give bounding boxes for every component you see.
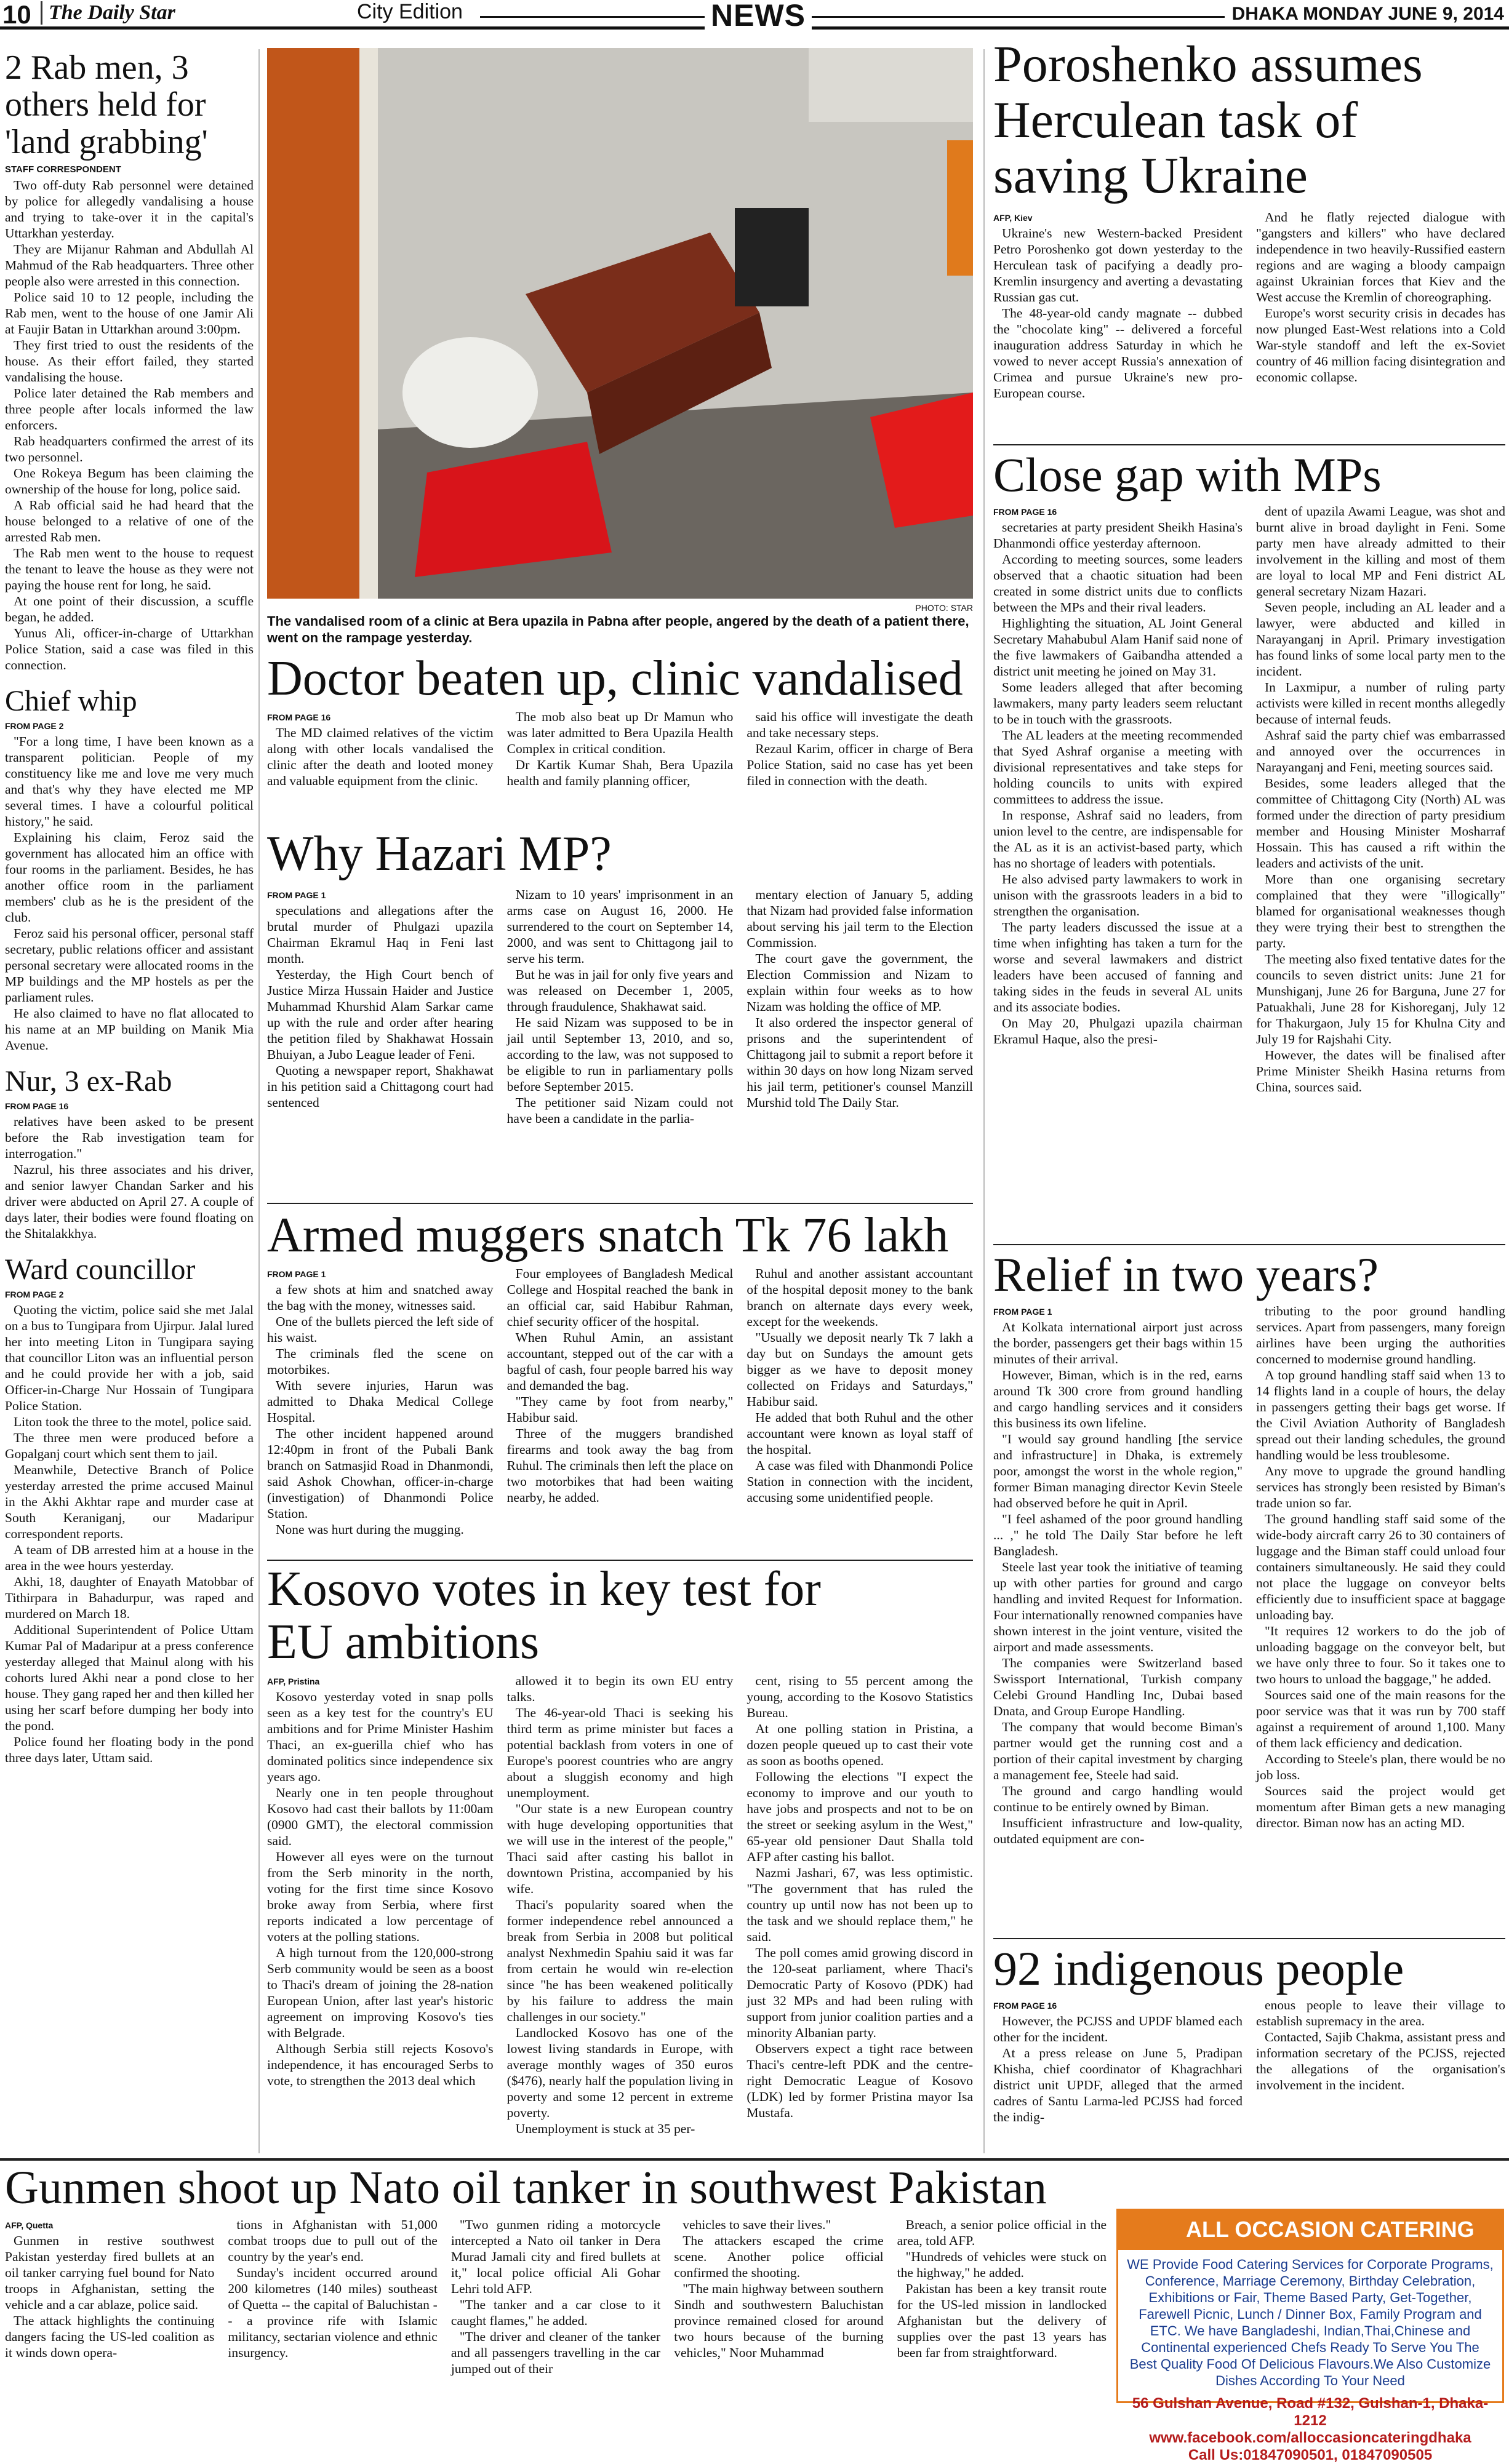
- paragraph: Meanwhile, Detective Branch of Police yesterday arrested the prime accused Mainul in the Akhi Akhtar rape and murder case at South Keraniganj, our Madaripur correspondent reports.: [5, 1462, 254, 1541]
- paragraph: Two off-duty Rab personnel were detained by police for allegedly vandalising a house and trying to take-over it in the capital's Uttarkhan yesterday.: [5, 178, 254, 241]
- gunmen-col4: [674, 2217, 883, 2377]
- gunmen-col3: [451, 2217, 660, 2377]
- paragraph: "Hundreds of vehicles were stuck on the highway," he added.: [897, 2249, 1107, 2281]
- left-column: [5, 49, 254, 2153]
- paragraph: Gunmen in restive southwest Pakistan yesterday fired bullets at an oil tanker carrying fuel bound for Nato troops in Afghanistan, setting the vehicle and a car ablaze, police said.: [5, 2233, 215, 2313]
- paragraph: Police found her floating body in the pond three days later, Uttam said.: [5, 1734, 254, 1765]
- clinic-photo: [267, 48, 973, 599]
- paragraph: They first tried to oust the residents of the house. As their effort failed, they started vandalising the house.: [5, 338, 254, 385]
- paragraph: The meeting also fixed tentative dates for the councils to seven district units: June 21 for Munshiganj, June 26 for Barguna, June 27 for Patuakhali, June 28 for Kishoreganj, July 12 for Thakurgaon, July 15 for Khulna City and July 19 for Rajshahi City.: [1256, 952, 1505, 1047]
- paragraph: "I would say ground handling [the service and infrastructure] in Dhaka, is extremely poor, amongst the worst in the whole region," former Biman managing director Kevin Steele had observed before he quit in April.: [993, 1432, 1243, 1511]
- gunmen-col1: [5, 2233, 214, 2361]
- paragraph: Quoting the victim, police said she met Jalal on a bus to Tungipara from Ujirpur. Jalal lured her into meeting Liton in Tungipara saying that councillor Liton was an influential person and he could provide her with a job, said Officer-in-Charge Nur Hossain of Tungipara Police Station.: [5, 1302, 254, 1413]
- gunmen-story: [5, 2163, 1107, 2406]
- paragraph: Ukraine's new Western-backed President Petro Poroshenko got down yesterday to the Herculean task of pacifying a deadly pro-Kremlin insurgency and averting a devastating Russian gas cut.: [993, 226, 1243, 305]
- clinic-room-image: [267, 48, 973, 599]
- rab-headline: 2 Rab men, 3 others held for 'land grabbing': [5, 49, 208, 161]
- paragraph: A case was filed with Dhanmondi Police Station in connection with the incident, accusing some unidentified people.: [746, 1458, 974, 1505]
- paragraph: One Rokeya Begum has been claiming the ownership of the house for long, police said.: [5, 466, 254, 497]
- paragraph: secretaries at party president Sheikh Hasina's Dhanmondi office yesterday afternoon.: [993, 520, 1243, 551]
- ad-title: ALL OCCASION CATERING: [1118, 2211, 1502, 2250]
- dateline: DHAKA MONDAY JUNE 9, 2014: [1225, 4, 1504, 25]
- paragraph: However, the PCJSS and UPDF blamed each other for the incident.: [993, 2014, 1243, 2045]
- paragraph: Additional Superintendent of Police Uttam Kumar Pal of Madaripur at a press conference yesterday alleged that Mainul along with his cohorts lured Akhi near a pond close to her house. They gang raped her and then killed her using her scarf before dumping her body into the pond.: [5, 1622, 254, 1733]
- paragraph: Sources said one of the main reasons for the poor service was that it was run by 700 staff against a requirement of around 1,100. Many of them lack efficiency and dedication.: [1256, 1688, 1505, 1751]
- doctor-from: FROM PAGE 16: [267, 712, 331, 723]
- paragraph: Quoting a newspaper report, Shakhawat in his petition said a Chittagong court had sentenced: [267, 1063, 494, 1110]
- paragraph: Nazrul, his three associates and his driver, and senior lawyer Chandan Sarker and his driver were abducted on April 27. A couple of days later, their bodies were found floating on the Shitalakkhya.: [5, 1162, 254, 1242]
- paragraph: Four employees of Bangladesh Medical College and Hospital reached the bank in an official car, said Habibur Rahman, chief security officer of the hospital.: [506, 1266, 734, 1330]
- rab-body: [5, 177, 254, 673]
- paragraph: In response, Ashraf said no leaders, from union level to the centre, are indispensable for the AL as it is an activist-based party, which has no shortage of leaders with potentials.: [993, 808, 1243, 871]
- paragraph: Sunday's incident occurred around 200 kilometres (140 miles) southeast of Quetta -- the capital of Baluchistan -- a province rife with Islamic militancy, sectarian violence and ethnic insurgency.: [228, 2265, 438, 2361]
- paragraph: More than one organising secretary complained that they were "illogically" blamed for organisational weaknesses though they were trying their best to strengthen the party.: [1256, 872, 1505, 951]
- paragraph: Ashraf said the party chief was embarrassed and annoyed over the occurrences in Narayanganj and Feni, meeting sources said.: [1256, 728, 1505, 775]
- paragraph: Any move to upgrade the ground handling services has strongly been resisted by Biman's trade union so far.: [1256, 1464, 1505, 1511]
- paragraph: Contacted, Sajib Chakma, assistant press and information secretary of the PCJSS, rejected the allegations of the organisation's involvement in the incident.: [1256, 2030, 1505, 2093]
- paragraph: Explaining his claim, Feroz said the government has allocated him an office with four rooms in the parliament. Besides, he has another office room in the parliament members' club as he is the president of the club.: [5, 830, 254, 925]
- doctor-story: [267, 652, 973, 821]
- paragraph: A team of DB arrested him at a house in the area in the wee hours yesterday.: [5, 1542, 254, 1573]
- relief-col2: [1256, 1303, 1505, 1847]
- poroshenko-col2: [1256, 209, 1505, 401]
- paragraph: Police later detained the Rab members and three people after locals informed the law enforcers.: [5, 386, 254, 433]
- paragraph: Pakistan has been a key transit route for the US-led mission in landlocked Afghanistan but the delivery of supplies over the past 13 years has been far from straightforward.: [897, 2281, 1107, 2361]
- paragraph: Some leaders alleged that after becoming lawmakers, many party leaders seem reluctant to be in touch with the grassroots.: [993, 680, 1243, 727]
- section-divider: [993, 444, 1505, 445]
- catering-ad[interactable]: [1116, 2209, 1504, 2463]
- paragraph: One of the bullets pierced the left side of his waist.: [267, 1314, 494, 1346]
- paragraph: The attackers escaped the crime scene. Another police official confirmed the shooting.: [674, 2233, 884, 2281]
- section-divider: [267, 1560, 973, 1561]
- photo-caption-block: [267, 603, 973, 652]
- paragraph: Nizam to 10 years' imprisonment in an arms case on August 16, 2000. He surrendered to the court on September 14, 2000, and was sent to Chittagong jail to serve his term.: [506, 887, 734, 967]
- muggers-col1: [267, 1282, 494, 1537]
- paragraph: When Ruhul Amin, an assistant accountant, stepped out of the car with a bagful of cash, four people barred his way and demanded the bag.: [506, 1330, 734, 1393]
- photo-credit: PHOTO: STAR: [915, 603, 973, 613]
- mps-col2: [1256, 503, 1505, 1095]
- paragraph: A high turnout from the 120,000-strong Serb community would be seen as a boost to Thaci's dream of joining the 28-nation European Union, after last year's historic agreement on improving Kosovo's ties with Belgrade.: [267, 1945, 494, 2040]
- doctor-col2: [507, 709, 734, 789]
- paragraph: Police said 10 to 12 people, including the Rab men, went to the house of one Jamir Ali at Faujir Batan in Uttarkhan around 3:00pm.: [5, 290, 254, 337]
- paragraph: "They came by foot from nearby," Habibur said.: [506, 1394, 734, 1425]
- paragraph: However, the dates will be finalised after Prime Minister Sheikh Hasina returns from China, sources said.: [1256, 1048, 1505, 1095]
- muggers-from: FROM PAGE 1: [267, 1269, 326, 1280]
- paragraph: However, Biman, which is in the red, earns around Tk 300 crore from ground handling and cargo handling services and it considers this business its own lifeline.: [993, 1368, 1243, 1431]
- hazari-col3: [746, 887, 973, 1126]
- paragraph: But he was in jail for only five years and was released on December 1, 2005, through fraudulence, Shakhawat said.: [506, 967, 734, 1015]
- paragraph: Akhi, 18, daughter of Enayath Matobbar of Tithirpara in Bahadurpur, was raped and murdered on March 18.: [5, 1574, 254, 1621]
- paragraph: The companies were Switzerland based Swissport International, Turkish company Celebi Ground Handling Inc, Dubai based Dnata, and Group Europe Handling.: [993, 1656, 1243, 1719]
- paragraph: mentary election of January 5, adding that Nizam had provided false information about serving his jail term to the Election Commission.: [746, 887, 974, 951]
- paragraph: According to Steele's plan, there would be no job loss.: [1256, 1752, 1505, 1783]
- paragraph: He also advised party lawmakers to work in unison with the grassroots leaders in a bid to strengthen the organisation.: [993, 872, 1243, 919]
- paragraph: At one point of their discussion, a scuffle began, he added.: [5, 594, 254, 625]
- paragraph: Seven people, including an AL leader and a lawyer, were abducted and killed in Narayanganj in April. Primary investigation has found links of some local party men to the incident.: [1256, 600, 1505, 679]
- muggers-col2: [507, 1266, 734, 1537]
- paragraph: Yesterday, the High Court bench of Justice Mirza Hussain Haider and Justice Muhammad Khurshid Alam Sarkar came up with the rule and order after hearing the petition filed by Shakhawat Hossain Bhuiyan, a Jubo League leader of Feni.: [267, 967, 494, 1063]
- paragraph: The company that would become Biman's partner would get the running cost and a portion of their capital investment by charging a management fee, Steele had said.: [993, 1720, 1243, 1783]
- paragraph: Thaci's popularity soared when the former independence rebel announced a break from Serbia in 2008 but political analyst Nexhmedin Spahiu said it was far from certain he would win re-election since "he has been weakened politically by his failure to address the main challenges in our society.": [506, 1897, 734, 2024]
- paragraph: The party leaders discussed the issue at a time when infighting has taken a turn for the worse and several lawmakers and district leaders have been accused of fanning and taking sides in the feuds in several AL units and its associate bodies.: [993, 920, 1243, 1015]
- paragraph: Breach, a senior police official in the area, told AFP.: [897, 2217, 1107, 2249]
- paragraph: On May 20, Phulgazi upazila chairman Ekramul Haque, also the presi-: [993, 1016, 1243, 1047]
- paragraph: The ground and cargo handling would continue to be entirely owned by Biman.: [993, 1784, 1243, 1815]
- nur-body: [5, 1114, 254, 1242]
- ad-address: 56 Gulshan Avenue, Road #132, Gulshan-1, Dhaka-1212: [1132, 2395, 1489, 2429]
- paragraph: enous people to leave their village to establish supremacy in the area.: [1256, 1998, 1505, 2029]
- kosovo-col2: [507, 1673, 734, 2137]
- page-number: 10: [2, 0, 31, 29]
- poroshenko-byline: AFP, Kiev: [993, 213, 1033, 223]
- paragraph: speculations and allegations after the brutal murder of Phulgazi upazila Chairman Ekramul Haq in Feni last month.: [267, 903, 494, 967]
- paragraph: "For a long time, I have been known as a transparent politician. People of my constituency like me and love me very much and that's why they have elected me MP several times. I have a colourful political history," he said.: [5, 734, 254, 829]
- mps-story: [993, 449, 1505, 1243]
- ward-from: FROM PAGE 2: [5, 1289, 64, 1299]
- paragraph: And he flatly rejected dialogue with "gangsters and killers" who have declared independence in two heavily-Russified eastern regions and are waging a bloody campaign against Ukrainian forces that Kiev and the West accuse the Kremlin of choreographing.: [1256, 210, 1505, 305]
- paragraph: Besides, some leaders alleged that the committee of Chittagong City (North) AL was formed under the direction of party presidium member and Housing Minister Mosharraf Hossain. This has caused a rift within the leaders and activists of the unit.: [1256, 776, 1505, 871]
- relief-from: FROM PAGE 1: [993, 1307, 1052, 1317]
- paragraph: "The driver and cleaner of the tanker and all passengers travelling in the car jumped out of their: [450, 2329, 661, 2377]
- section-label: NEWS: [705, 0, 812, 33]
- hazari-headline: Why Hazari MP?: [267, 827, 612, 881]
- indigenous-col2: [1256, 1997, 1505, 2125]
- ad-phone: Call Us:01847090501, 01847090505: [1188, 2447, 1433, 2463]
- paragraph: "I feel ashamed of the poor ground handling ... ," he told The Daily Star before he left Bangladesh.: [993, 1512, 1243, 1559]
- paragraph: "It requires 12 workers to do the job of unloading baggage on the conveyor belt, but we have only three to four. So it takes one to two hours to unload the baggage," he added.: [1256, 1624, 1505, 1687]
- paragraph: Three of the muggers brandished firearms and took away the bag from Ruhul. The criminals then left the place on two motorbikes that had been waiting nearby, he added.: [506, 1426, 734, 1505]
- relief-headline: Relief in two years?: [993, 1248, 1379, 1301]
- gunmen-byline: AFP, Quetta: [5, 2220, 54, 2231]
- section-divider: [0, 2158, 1509, 2161]
- relief-col1: [993, 1319, 1243, 1847]
- paragraph: Highlighting the situation, AL Joint General Secretary Mahabubul Alam Hanif said none of the five lawmakers of Gaibandha attended a district unit meeting he joined on May 31.: [993, 616, 1243, 679]
- kosovo-story: [267, 1563, 973, 2153]
- poroshenko-headline: Poroshenko assumes Herculean task of saving Ukraine: [993, 36, 1423, 205]
- hazari-col2: [507, 887, 734, 1126]
- hazari-story: [267, 827, 973, 1203]
- paragraph: Nearly one in ten people throughout Kosovo had cast their ballots by 11:00am (0900 GMT), the electoral commission said.: [267, 1785, 494, 1848]
- paragraph: At a press release on June 5, Pradipan Khisha, chief coordinator of Khagrachhari district unit UPDF, alleged that the armed cadres of Santu Larma-led PCJSS had forced the indig-: [993, 2046, 1243, 2125]
- photo-caption: The vandalised room of a clinic at Bera upazila in Pabna after people, angered by the death of a patient there, went on the rampage yesterday.: [267, 613, 969, 645]
- paragraph: None was hurt during the mugging.: [276, 1522, 464, 1537]
- rab-byline: STAFF CORRESPONDENT: [5, 164, 121, 175]
- paragraph: Rezaul Karim, officer in charge of Bera Police Station, said no case has yet been filed in connection with the death.: [746, 741, 974, 789]
- paragraph: relatives have been asked to be present before the Rab investigation team for interrogation.": [5, 1114, 254, 1162]
- paragraph: The mob also beat up Dr Mamun who was later admitted to Bera Upazila Health Complex in critical condition.: [506, 709, 734, 757]
- kosovo-byline: AFP, Pristina: [267, 1676, 320, 1686]
- paragraph: The AL leaders at the meeting recommended that Syed Ashraf organise a meeting with divisional representatives and take steps for holding councils to units with expired committees to address the issue.: [993, 728, 1243, 807]
- doctor-col3: [746, 709, 973, 789]
- paragraph: Feroz said his personal officer, personal staff secretary, public relations officer and assistant personal secretary were allocated rooms in the MP buildings and the MP hostels as per the parliament rules.: [5, 926, 254, 1005]
- paragraph: At Kolkata international airport just across the border, passengers get their bags within 15 minutes of their arrival.: [993, 1320, 1243, 1367]
- gunmen-col5: [897, 2217, 1107, 2377]
- paragraph: The three men were produced before a Gopalganj court which sent them to jail.: [5, 1430, 254, 1461]
- paragraph: The ground handling staff said some of the wide-body aircraft carry 26 to 30 containers of luggage and the Biman staff could unload four containers simultaneously. He said they could not place the luggage on conveyor belts efficiently due to insufficient space at baggage unloading bay.: [1256, 1512, 1505, 1623]
- paragraph: At one polling station in Pristina, a dozen people queued up to cast their vote as soon as booths opened.: [746, 1721, 974, 1768]
- paragraph: Following the elections "I expect the economy to improve and our youth to have jobs and prospects and not to be on the street or seeking asylum in the West," 65-year old pensioner Daut Shalla told AFP after casting his ballot.: [746, 1769, 974, 1864]
- kosovo-col3: [746, 1673, 973, 2137]
- gunmen-col2: [228, 2217, 437, 2377]
- paragraph: The 46-year-old Thaci is seeking his third term as prime minister but faces a potential backlash from voters in one of Europe's poorest countries who are angry about a sluggish economy and high unemployment.: [506, 1705, 734, 1800]
- mps-from: FROM PAGE 16: [993, 507, 1057, 517]
- column-divider: [983, 49, 985, 2153]
- paragraph: The 48-year-old candy magnate -- dubbed the "chocolate king" -- delivered a forceful inauguration address Saturday in which he vowed to never accept Russia's annexation of Crimea and pursue Ukraine's new pro-European course.: [993, 306, 1243, 401]
- ward-headline: Ward councillor: [5, 1253, 196, 1286]
- ward-body: [5, 1302, 254, 1766]
- paragraph: cent, rising to 55 percent among the young, according to the Kosovo Statistics Bureau.: [746, 1673, 974, 1720]
- paragraph: Nazmi Jashari, 67, was less optimistic. "The government that has ruled the country up until now has not been up to the task and we should replace them," he said.: [746, 1865, 974, 1944]
- mps-headline: Close gap with MPs: [993, 448, 1382, 501]
- paragraph: Rab headquarters confirmed the arrest of its two personnel.: [5, 434, 254, 465]
- paragraph: "Our state is a new European country with huge developing opportunities that we will use in the interest of the people," Thaci said after casting his ballot in downtown Pristina, accompanied by his wife.: [506, 1801, 734, 1896]
- mps-col1: [993, 519, 1243, 1047]
- paragraph: Dr Kartik Kumar Shah, Bera Upazila health and family planning officer,: [506, 757, 734, 789]
- muggers-col3: [746, 1266, 973, 1537]
- newspaper-logo: The Daily Star: [41, 1, 175, 25]
- muggers-story: [267, 1209, 973, 1553]
- paragraph: "Two gunmen riding a motorcycle intercepted a Nato oil tanker in Dera Murad Jamali city and fired bullets at it," local police official Ali Gohar Lehri told AFP.: [450, 2217, 661, 2297]
- paragraph: They are Mijanur Rahman and Abdullah Al Mahmud of the Rab headquarters. Three other people also were arrested in this connection.: [5, 242, 254, 289]
- gunmen-headline: Gunmen shoot up Nato oil tanker in southwest Pakistan: [5, 2162, 1047, 2214]
- paragraph: In Laxmipur, a number of ruling party activists were killed in recent months allegedly because of internal feuds.: [1256, 680, 1505, 727]
- paragraph: a few shots at him and snatched away the bag with the money, witnesses said.: [267, 1282, 494, 1314]
- kosovo-headline: Kosovo votes in key test for EU ambitions: [267, 1562, 821, 1670]
- paragraph: tions in Afghanistan with 51,000 combat troops due to pull out of the country by the year's end.: [228, 2217, 438, 2265]
- paragraph: The petitioner said Nizam could not have been a candidate in the parlia-: [506, 1095, 734, 1126]
- doctor-col1: The MD claimed relatives of the victim along with other locals vandalised the clinic after the death and looted money and valuable equipment from the clinic.: [267, 725, 494, 789]
- paragraph: The poll comes amid growing discord in the 120-seat parliament, where Thaci's Democratic Party of Kosovo (PDK) had just 32 MPs and had been ruling with support from junior coalition parties and a minority Albanian party.: [746, 1945, 974, 2040]
- chief-whip-body: [5, 733, 254, 1053]
- doctor-headline: Doctor beaten up, clinic vandalised: [267, 652, 963, 706]
- paragraph: The Rab men went to the house to request the tenant to leave the house as they were not paying the house rent for long, he said.: [5, 546, 254, 593]
- section-divider: [993, 1244, 1505, 1245]
- paragraph: He said Nizam was supposed to be in jail until September 13, 2010, and so, according to the law, was not supposed to be eligible to run in parliamentary polls before September 2015.: [506, 1015, 734, 1094]
- paragraph: Landlocked Kosovo has one of the lowest living standards in Europe, with average monthly wages of 350 euros ($476), nearly half the population living in poverty and some 12 percent in extreme poverty.: [506, 2025, 734, 2120]
- edition-label: City Edition: [357, 0, 463, 23]
- paragraph: "Usually we deposit nearly Tk 7 lakh a day but on Sundays the amount gets bigger as we have to deposit money collected on Fridays and Saturdays," Habibur said.: [746, 1330, 974, 1409]
- paragraph: It also ordered the inspector general of prisons and the superintendent of Chittagong jail to submit a report before it within 30 days on how long Nizam served his jail term, petitioner's counsel Manzill Murshid told The Daily Star.: [746, 1015, 974, 1110]
- paragraph: Insufficient infrastructure and low-quality, outdated equipment are con-: [993, 1816, 1243, 1847]
- paragraph: Sources said the project would get momentum after Biman gets a new managing director. Biman now has an acting MD.: [1256, 1784, 1505, 1831]
- paragraph: He added that both Ruhul and the other accountant were known as loyal staff of the hospital.: [746, 1410, 974, 1457]
- paragraph: allowed it to begin its own EU entry talks.: [506, 1673, 734, 1704]
- paragraph: Although Serbia still rejects Kosovo's independence, it has encouraged Serbs to vote, to strengthen the 2013 deal which: [267, 2041, 494, 2088]
- relief-story: [993, 1249, 1505, 1938]
- paragraph: "The main highway between southern Sindh and southwestern Baluchistan province remained closed for around two hours because of the burning vehicles," Noor Muhammad: [674, 2281, 884, 2361]
- paragraph: tributing to the poor ground handling services. Apart from passengers, many foreign airlines have been urging the authorities concerned to modernise ground handling.: [1256, 1304, 1505, 1367]
- paragraph: said his office will investigate the death and take necessary steps.: [746, 709, 974, 741]
- paragraph: A Rab official said he had heard that the house belonged to a relative of one of the arrested Rab men.: [5, 498, 254, 545]
- nur-from: FROM PAGE 16: [5, 1101, 69, 1112]
- paragraph: Steele last year took the initiative of teaming up with other parties for ground and cargo handling and invited Request for Information. Four internationally renowned companies have shown interest in the joint venture, visited the airport and made assessments.: [993, 1560, 1243, 1655]
- muggers-headline: Armed muggers snatch Tk 76 lakh: [267, 1208, 949, 1262]
- section-divider: [993, 1938, 1505, 1939]
- paragraph: The court gave the government, the Election Commission and Nizam to explain within four weeks as to how Nizam was holding the office of MP.: [746, 951, 974, 1015]
- paragraph: Europe's worst security crisis in decades has now plunged East-West relations into a Cold War-style standoff and left the ex-Soviet country of 46 million facing disintegration and economic collapse.: [1256, 306, 1505, 385]
- paragraph: vehicles to save their lives.": [682, 2217, 831, 2233]
- paragraph: Unemployment is stuck at 35 per-: [515, 2121, 695, 2136]
- paragraph: According to meeting sources, some leaders observed that a chaotic situation had been created in some district units due to conflicts between the MPs and their rival leaders.: [993, 552, 1243, 615]
- chief-whip-from: FROM PAGE 2: [5, 721, 64, 732]
- paragraph: However all eyes were on the turnout from the Serb minority in the north, voting for the first time since Kosovo broke away from Serbia, where first reports indicated a low percentage of voters at the polling stations.: [267, 1849, 494, 1944]
- hazari-from: FROM PAGE 1: [267, 890, 326, 901]
- paragraph: The attack highlights the continuing dangers facing the US-led coalition as it winds down opera-: [5, 2313, 215, 2361]
- poroshenko-story: [993, 37, 1505, 461]
- indigenous-col1: [993, 2013, 1243, 2125]
- indigenous-from: FROM PAGE 16: [993, 2001, 1057, 2011]
- paragraph: Observers expect a tight race between Thaci's centre-left PDK and the centre-right Democratic League of Kosovo (LDK) led by former Pristina mayor Isa Mustafa.: [746, 2041, 974, 2120]
- column-divider: [258, 49, 260, 2153]
- paragraph: He also claimed to have no flat allocated to his name at an MP building on Manik Mia Avenue.: [5, 1006, 254, 1053]
- indigenous-headline: 92 indigenous people: [993, 1942, 1404, 1995]
- poroshenko-col1: [993, 225, 1243, 401]
- paragraph: The criminals fled the scene on motorbikes.: [267, 1346, 494, 1378]
- paragraph: Kosovo yesterday voted in snap polls seen as a key test for the country's EU ambitions and for Prime Minister Hashim Thaci, an ex-guerilla chief who has dominated politics since independence six years ago.: [267, 1689, 494, 1784]
- paragraph: Ruhul and another assistant accountant of the hospital deposit money to the bank branch on alternate days every week, except for the weekends.: [746, 1266, 974, 1330]
- paragraph: The other incident happened around 12:40pm in front of the Pubali Bank branch on Satmasjid Road in Dhanmondi, said Ashok Chowhan, officer-in-charge (investigation) of Dhanmondi Police Station.: [267, 1426, 494, 1521]
- kosovo-col1: [267, 1689, 494, 2089]
- paragraph: Yunus Ali, officer-in-charge of Uttarkhan Police Station, said a case was filed in this connection.: [5, 626, 254, 673]
- ad-website[interactable]: www.facebook.com/alloccasioncateringdhaka: [1149, 2430, 1471, 2446]
- nur-headline: Nur, 3 ex-Rab: [5, 1065, 172, 1098]
- paragraph: dent of upazila Awami League, was shot and burnt alive in broad daylight in Feni. Some party men have already admitted to their involvement in the killing and most of them are loyal to local MP and Feni district AL general secretary Nizam Hazari.: [1256, 504, 1505, 599]
- chief-whip-headline: Chief whip: [5, 685, 137, 718]
- paragraph: A top ground handling staff said when 13 to 14 flights land in a couple of hours, the delay in passengers getting their bags get worse. If the Civil Aviation Authority of Bangladesh spread out their landing schedules, the ground handling would be less troublesome.: [1256, 1368, 1505, 1463]
- paragraph: With severe injuries, Harun was admitted to Dhaka Medical College Hospital.: [267, 1378, 494, 1425]
- section-divider: [267, 1203, 973, 1204]
- indigenous-story: [993, 1943, 1505, 2153]
- masthead: [0, 0, 1509, 33]
- hazari-col1: [267, 903, 494, 1110]
- paragraph: Liton took the three to the motel, police said.: [14, 1414, 252, 1429]
- ad-description: WE Provide Food Catering Services for Corporate Programs, Conference, Marriage Ceremony, Birthday Celebration, Exhibitions or Fair, Theme Based Party, Get-Together, Farewell Picnic, Lunch / Dinner Box, Family Program and ETC. We have Bangladeshi, Indian,Thai,Chinese and Continental experienced Chefs Ready To Serve You The Best Quality Food Of Delicious Flavours.We Also Customize Dishes According To Your Need: [1127, 2257, 1494, 2388]
- paragraph: "The tanker and a car close to it caught flames," he added.: [450, 2297, 661, 2329]
